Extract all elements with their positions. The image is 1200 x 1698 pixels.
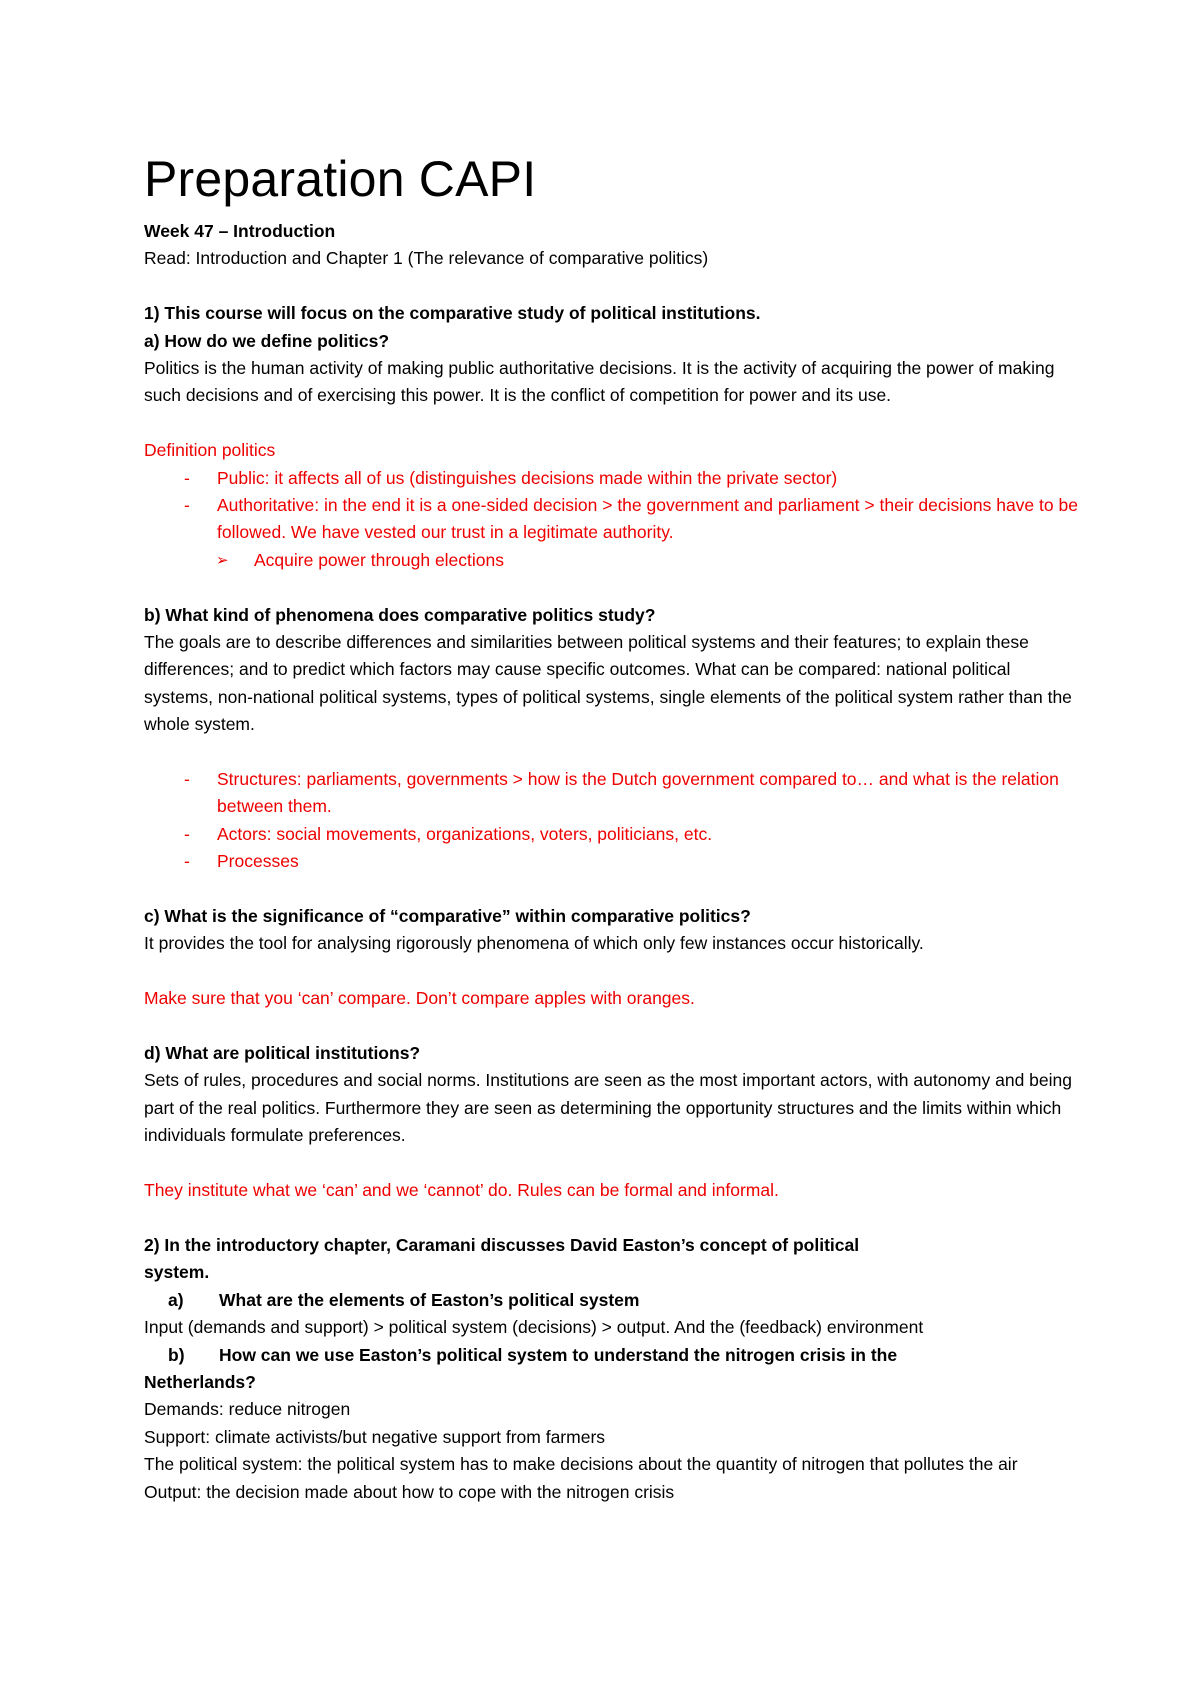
arrow-bullet-item [144, 547, 1079, 574]
question-2a-marker: a) [168, 1289, 184, 1310]
question-2b [144, 1342, 1079, 1369]
definition-list [144, 465, 1079, 547]
document-body [144, 148, 1079, 1506]
answer-1b: The goals are to describe differences and similarities between political systems and their features; to explain these differences; and to predict which factors may cause specific outcomes. What can be compared: national political systems, non-national political systems, types of political systems, single elements of the political system rather than the whole system. [144, 632, 1072, 735]
question-2b-marker: b) [168, 1344, 185, 1365]
note-1d: They institute what we ‘can’ and we ‘cannot’ do. Rules can be formal and informal. [144, 1180, 779, 1201]
arrow-bullet-text: Acquire power through elections [254, 549, 505, 570]
answer-1d: Sets of rules, procedures and social norms. Institutions are seen as the most important actors, with autonomy and being part of the real politics. Furthermore they are seen as determining the opportunity structures and the limits within which individuals formulate preferences. [144, 1070, 1072, 1146]
question-1a: a) How do we define politics? [144, 330, 390, 351]
comparison-item-actors: - Actors: social movements, organizations, voters, politicians, etc. [144, 821, 1079, 848]
spacer [144, 1150, 1079, 1177]
spacer [144, 739, 1079, 766]
answer-1c: It provides the tool for analysing rigorously phenomena of which only few instances occur historically. [144, 933, 924, 954]
arrow-bullet-icon: ➢ [216, 550, 229, 569]
spacer [144, 410, 1079, 437]
question-2-line-2: system. [144, 1262, 210, 1283]
question-2b-line-2: Netherlands? [144, 1371, 256, 1392]
spacer [144, 876, 1079, 903]
spacer [144, 1205, 1079, 1232]
answer-2b-output: Output: the decision made about how to cope with the nitrogen crisis [144, 1481, 675, 1502]
spacer [144, 273, 1079, 300]
question-1d: d) What are political institutions? [144, 1043, 421, 1064]
question-1c: c) What is the significance of “comparative” within comparative politics? [144, 906, 751, 927]
spacer [144, 574, 1079, 601]
note-1c: Make sure that you ‘can’ compare. Don’t compare apples with oranges. [144, 988, 695, 1009]
spacer [144, 958, 1079, 985]
answer-1a: Politics is the human activity of making public authoritative decisions. It is the activity of acquiring the power of making such decisions and of exercising this power. It is the conflict of competition for power and its use. [144, 358, 1055, 406]
definition-item-authoritative: - Authoritative: in the end it is a one-sided decision > the government and parliament > their decisions have to be followed. We have vested our trust in a legitimate authority. [144, 492, 1079, 547]
answer-2b-political-system: The political system: the political system has to make decisions about the quantity of nitrogen that pollutes the air [144, 1454, 1018, 1475]
comparison-list [144, 766, 1079, 876]
question-2a-text: What are the elements of Easton’s political system [219, 1289, 640, 1310]
document-title: Preparation CAPI [144, 151, 537, 207]
question-2a [144, 1287, 1079, 1314]
answer-2b-demands: Demands: reduce nitrogen [144, 1399, 351, 1420]
question-1b: b) What kind of phenomena does comparative politics study? [144, 604, 656, 625]
answer-2b-support: Support: climate activists/but negative support from farmers [144, 1426, 606, 1447]
question-2b-text: How can we use Easton’s political system to understand the nitrogen crisis in the [219, 1344, 898, 1365]
week-heading: Week 47 – Introduction [144, 221, 336, 241]
question-1: 1) This course will focus on the comparative study of political institutions. [144, 303, 761, 324]
reading-line: Read: Introduction and Chapter 1 (The relevance of comparative politics) [144, 248, 709, 269]
question-2-line-1: 2) In the introductory chapter, Caramani discusses David Easton’s concept of political [144, 1234, 860, 1255]
definition-item-public: - Public: it affects all of us (distinguishes decisions made within the private sector) [144, 465, 1079, 492]
comparison-item-processes: - Processes [144, 848, 1079, 875]
definition-heading: Definition politics [144, 440, 276, 461]
spacer [144, 1013, 1079, 1040]
answer-2a: Input (demands and support) > political system (decisions) > output. And the (feedback) environment [144, 1317, 924, 1338]
comparison-item-structures: - Structures: parliaments, governments > how is the Dutch government compared to… and what is the relation between them. [144, 766, 1079, 821]
